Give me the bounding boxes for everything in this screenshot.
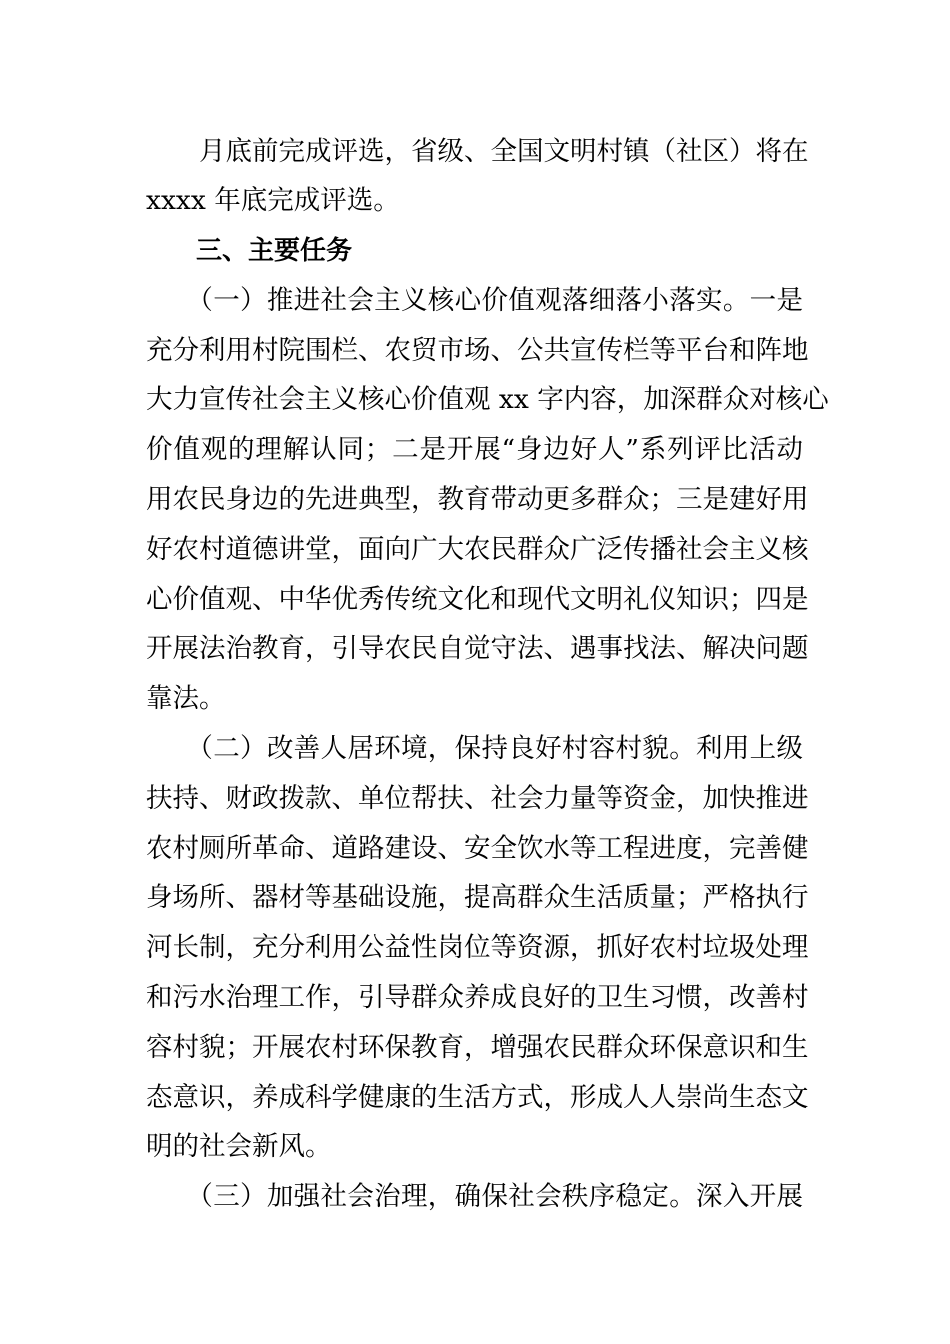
paragraph-line: 农村厕所革命、道路建设、安全饮水等工程进度，完善健 (146, 833, 809, 864)
paragraph-line: 大力宣传社会主义核心价值观 xx 字内容，加深群众对核心 (146, 384, 829, 415)
paragraph-line: 身场所、器材等基础设施，提高群众生活质量；严格执行 (146, 882, 809, 913)
paragraph-line: 明的社会新风。 (146, 1131, 332, 1162)
paragraph-line: 价值观的理解认同；二是开展“身边好人”系列评比活动 (146, 434, 803, 465)
paragraph-line: xxxx 年底完成评选。 (146, 185, 400, 216)
paragraph-line: 充分利用村院围栏、农贸市场、公共宣传栏等平台和阵地 (146, 335, 809, 366)
paragraph-line: （一）推进社会主义核心价值观落细落小落实。一是 (146, 285, 803, 316)
paragraph-line: 容村貌；开展农村环保教育，增强农民群众环保意识和生 (146, 1032, 809, 1063)
paragraph-line: 河长制，充分利用公益性岗位等资源，抓好农村垃圾处理 (146, 932, 809, 963)
paragraph-line: 态意识，养成科学健康的生活方式，形成人人崇尚生态文 (146, 1082, 809, 1113)
paragraph-line: 心价值观、中华优秀传统文化和现代文明礼仪知识；四是 (146, 584, 809, 615)
paragraph-line: 用农民身边的先进典型，教育带动更多群众；三是建好用 (146, 484, 809, 515)
paragraph-line: 靠法。 (146, 683, 226, 714)
paragraph-line: 扶持、财政拨款、单位帮扶、社会力量等资金，加快推进 (146, 783, 809, 814)
paragraph-line: 开展法治教育，引导农民自觉守法、遇事找法、解决问题 (146, 633, 809, 664)
paragraph-line: （三）加强社会治理，确保社会秩序稳定。深入开展 (146, 1181, 803, 1212)
paragraph-line: 月底前完成评选，省级、全国文明村镇（社区）将在 (146, 136, 809, 167)
paragraph-line: 和污水治理工作，引导群众养成良好的卫生习惯，改善村 (146, 982, 809, 1013)
paragraph-line: （二）改善人居环境，保持良好村容村貌。利用上级 (146, 733, 803, 764)
paragraph-line: 好农村道德讲堂，面向广大农民群众广泛传播社会主义核 (146, 534, 809, 565)
section-heading: 三、主要任务 (196, 236, 353, 266)
